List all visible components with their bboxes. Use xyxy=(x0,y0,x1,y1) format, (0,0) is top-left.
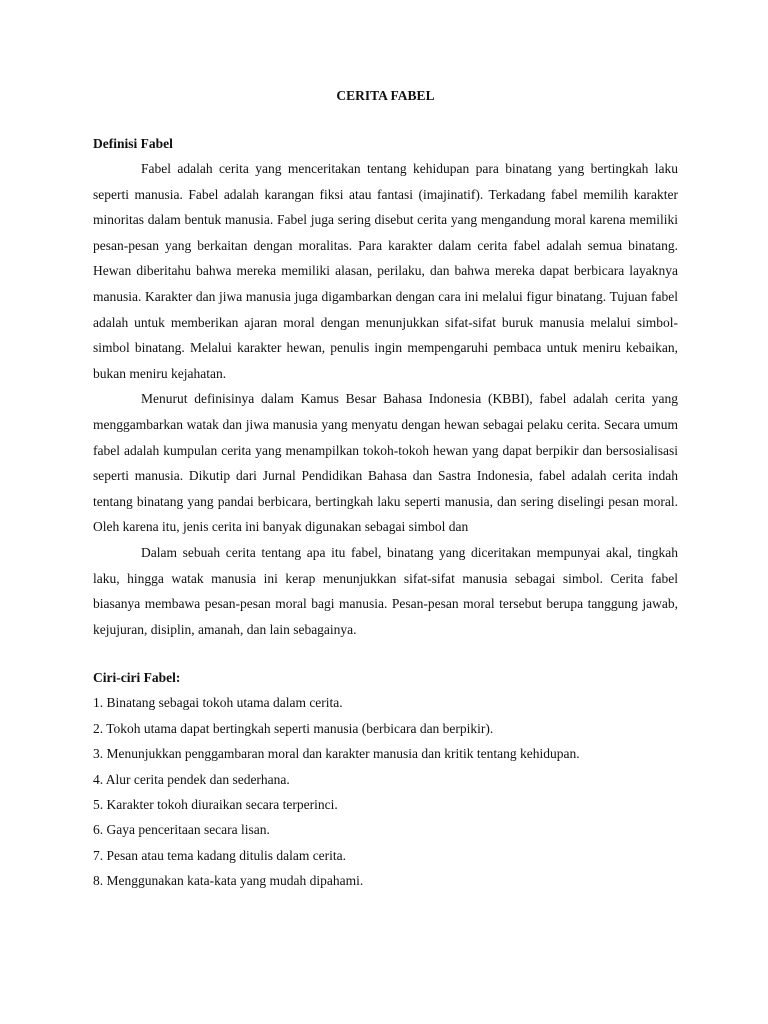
list-item: 1. Binatang sebagai tokoh utama dalam cerita. xyxy=(93,695,343,711)
paragraph-kbbi: Menurut definisinya dalam Kamus Besar Bahasa Indonesia (KBBI), fabel adalah cerita yang menggambarkan watak dan jiwa manusia yang menyatu dengan hewan sebagai pelaku cerita. Secara umum fabel adalah kumpulan cerita yang menampilkan tokoh-tokoh hewan yang dapat berpikir dan bersosialisasi seperti manusia. Dikutip dari Jurnal Pendidikan Bahasa dan Sastra Indonesia, fabel adalah cerita indah tentang binatang yang pandai berbicara, bertingkah laku seperti manusia, dan sering diselingi pesan moral. Oleh karena itu, jenis cerita ini banyak digunakan sebagai simbol dan xyxy=(93,391,678,535)
list-item: 7. Pesan atau tema kadang ditulis dalam cerita. xyxy=(93,847,347,863)
characteristics-heading: Ciri-ciri Fabel: xyxy=(93,670,181,686)
list-item: 8. Menggunakan kata-kata yang mudah dipahami. xyxy=(93,873,364,889)
characteristics-list xyxy=(93,690,678,893)
paragraph-definition: Fabel adalah cerita yang menceritakan tentang kehidupan para binatang yang bertingkah laku seperti manusia. Fabel adalah karangan fiksi atau fantasi (imajinatif). Terkadang fabel memilih karakter minoritas dalam bentuk manusia. Fabel juga sering disebut cerita yang mengandung moral karena memiliki pesan-pesan yang berkaitan dengan moralitas. Para karakter dalam cerita fabel adalah semua binatang. Hewan diberitahu bahwa mereka memiliki alasan, perilaku, dan bahwa mereka dapat berbicara layaknya manusia. Karakter dan jiwa manusia juga digambarkan dengan cara ini melalui figur binatang. Tujuan fabel adalah untuk memberikan ajaran moral dengan menunjukkan sifat-sifat buruk manusia melalui simbol-simbol binatang. Melalui karakter hewan, penulis ingin mempengaruhi pembaca untuk meniru kebaikan, bukan meniru kejahatan. xyxy=(93,161,678,381)
list-item: 6. Gaya penceritaan secara lisan. xyxy=(93,822,270,838)
list-item: 5. Karakter tokoh diuraikan secara terperinci. xyxy=(93,796,338,812)
list-item: 2. Tokoh utama dapat bertingkah seperti manusia (berbicara dan berpikir). xyxy=(93,720,494,736)
definition-heading: Definisi Fabel xyxy=(93,136,173,151)
list-item: 3. Menunjukkan penggambaran moral dan karakter manusia dan kritik tentang kehidupan. xyxy=(93,746,580,762)
paragraph-symbol: Dalam sebuah cerita tentang apa itu fabel, binatang yang diceritakan mempunyai akal, tingkah laku, hingga watak manusia ini kerap menunjukkan sifat-sifat manusia sebagai simbol. Cerita fabel biasanya membawa pesan-pesan moral bagi manusia. Pesan-pesan moral tersebut berupa tanggung jawab, kejujuran, disiplin, amanah, dan lain sebagainya. xyxy=(93,544,678,637)
document-title: CERITA FABEL xyxy=(336,88,435,103)
list-item: 4. Alur cerita pendek dan sederhana. xyxy=(93,771,290,787)
section-spacer xyxy=(93,642,678,666)
